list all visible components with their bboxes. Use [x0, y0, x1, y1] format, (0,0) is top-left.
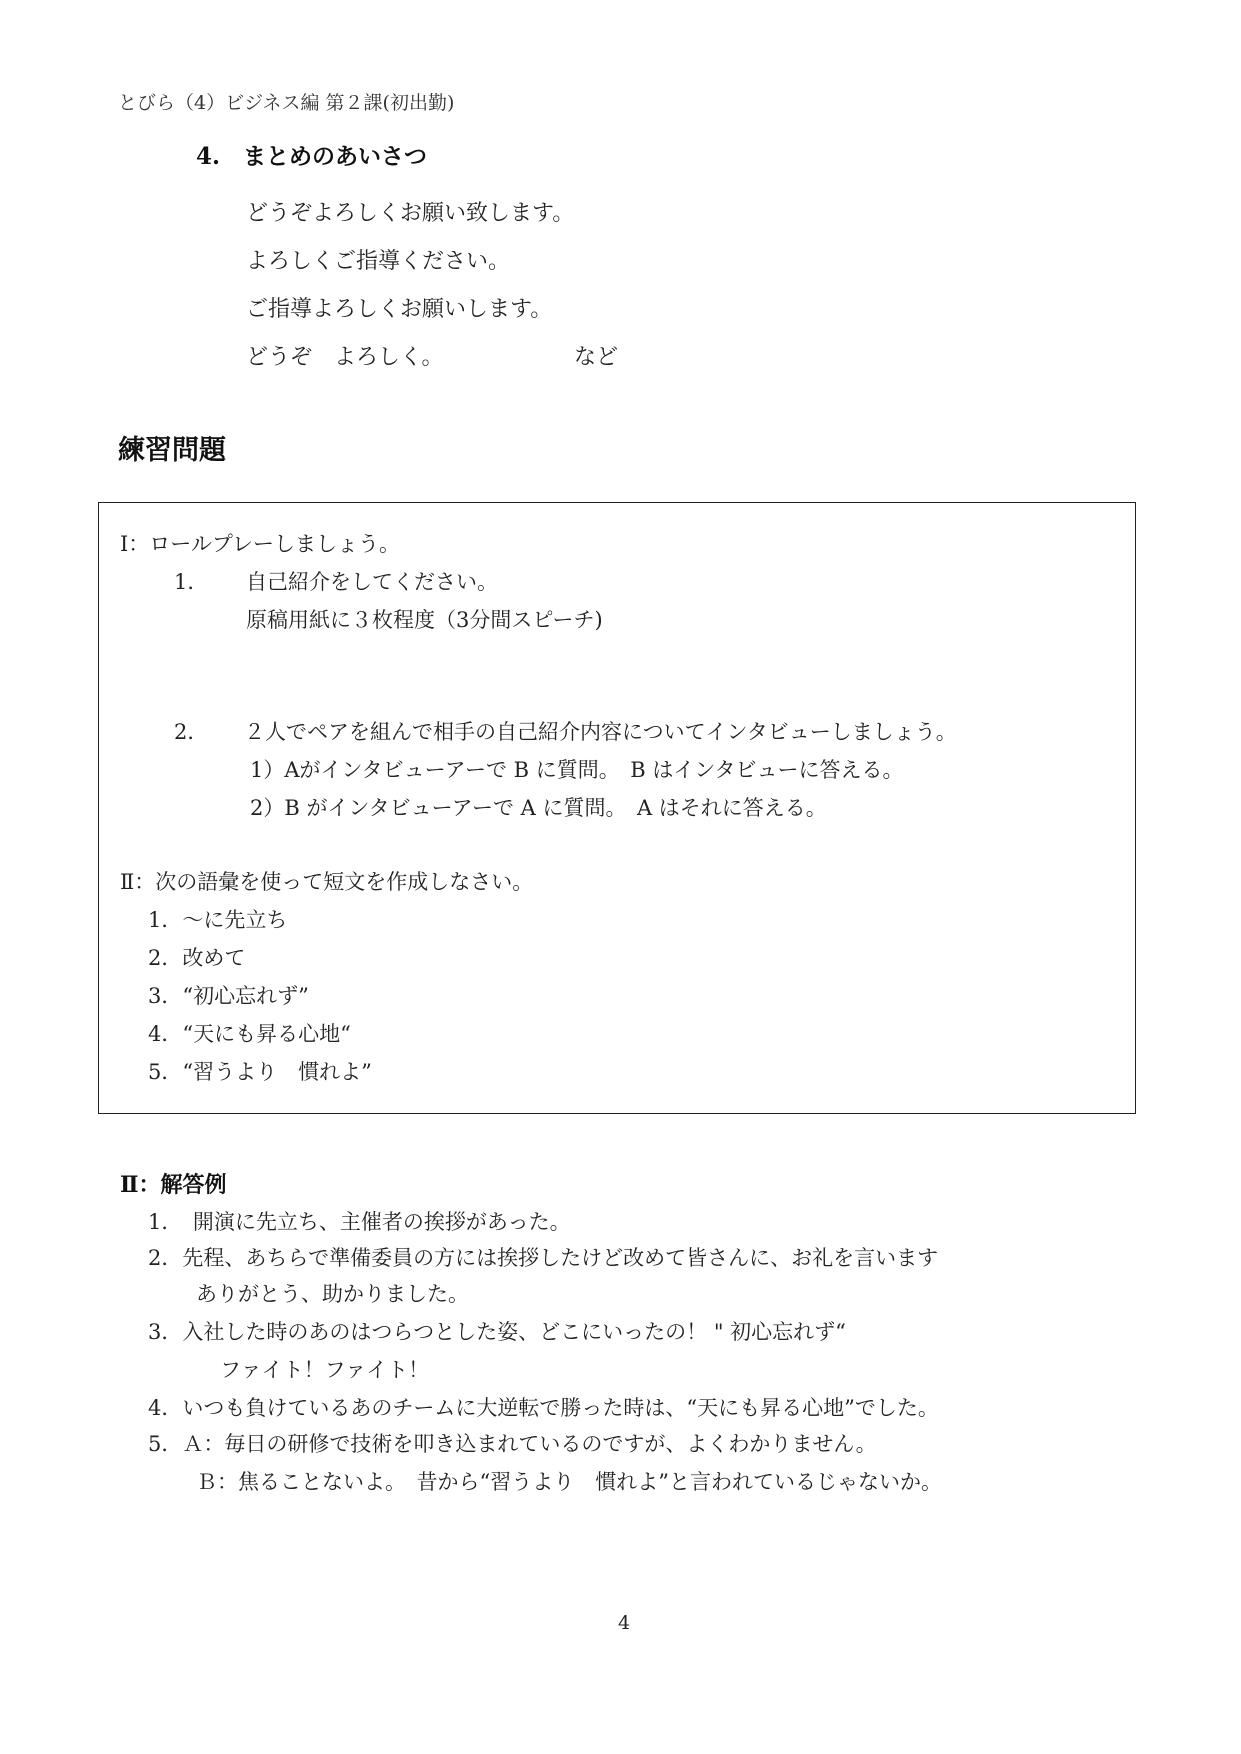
greeting-line: どうぞよろしくお願い致します。 — [246, 201, 575, 226]
part2-item: 4．“天にも昇る心地“ — [148, 1022, 351, 1046]
page-number: 4 — [618, 1612, 631, 1634]
answer-line: ファイト！ファイト！ — [220, 1358, 430, 1382]
greeting-line: よろしくご指導ください。 — [246, 249, 511, 274]
answer-line: 3．入社した時のあのはつらつとした姿、どこにいったの！ " 初心忘れず“ — [148, 1320, 846, 1344]
answers-title: Ⅱ：解答例 — [120, 1172, 227, 1198]
section-title: 4. まとめのあいさつ — [196, 143, 428, 170]
answer-line: ありがとう、助かりました。 — [196, 1282, 469, 1306]
part2-heading: Ⅱ：次の語彙を使って短文を作成しなさい。 — [120, 870, 534, 894]
greeting-etc: など — [574, 345, 619, 370]
part1-heading: Ⅰ：ロールプレーしましょう。 — [120, 532, 401, 556]
document-header: とびら（4）ビジネス編 第２課(初出勤) — [118, 92, 455, 114]
answer-line: 1． 開演に先立ち、主催者の挨拶があった。 — [148, 1210, 571, 1234]
part2-item: 5．“習うより 慣れよ” — [148, 1060, 372, 1084]
part1-item1-number: 1． — [174, 570, 209, 594]
part1-item1-text: 自己紹介をしてください。 — [246, 570, 498, 594]
greeting-line: ご指導よろしくお願いします。 — [246, 297, 553, 322]
answer-line: 4．いつも負けているあのチームに大逆転で勝った時は、“天にも昇る心地”でした。 — [148, 1396, 939, 1420]
answer-line: 2．先程、あちらで準備委員の方には挨拶したけど改めて皆さんに、お礼を言います — [148, 1246, 939, 1270]
part1-item2-sub2: 2）B がインタビューアーで A に質問。 A はそれに答える。 — [250, 796, 827, 820]
answer-line: Ｂ：焦ることないよ。 昔から“習うより 慣れよ”と言われているじゃないか。 — [196, 1470, 942, 1494]
part2-item: 2．改めて — [148, 946, 246, 970]
greeting-line: どうぞ よろしく。 — [246, 345, 444, 370]
part1-item2-number: 2． — [174, 720, 209, 744]
exercises-title: 練習問題 — [118, 435, 226, 466]
answer-line: 5．Ａ：毎日の研修で技術を叩き込まれているのですが、よくわかりません。 — [148, 1432, 877, 1456]
part1-item1-sub: 原稿用紙に３枚程度（3分間スピーチ) — [246, 608, 603, 632]
part2-item: 3．“初心忘れず” — [148, 984, 309, 1008]
part1-item2-sub1: 1）Aがインタビューアーで B に質問。 B はインタビューに答える。 — [250, 758, 904, 782]
part1-item2-text: ２人でペアを組んで相手の自己紹介内容についてインタビューしましょう。 — [244, 720, 957, 744]
part2-item: 1．～に先立ち — [148, 908, 288, 932]
